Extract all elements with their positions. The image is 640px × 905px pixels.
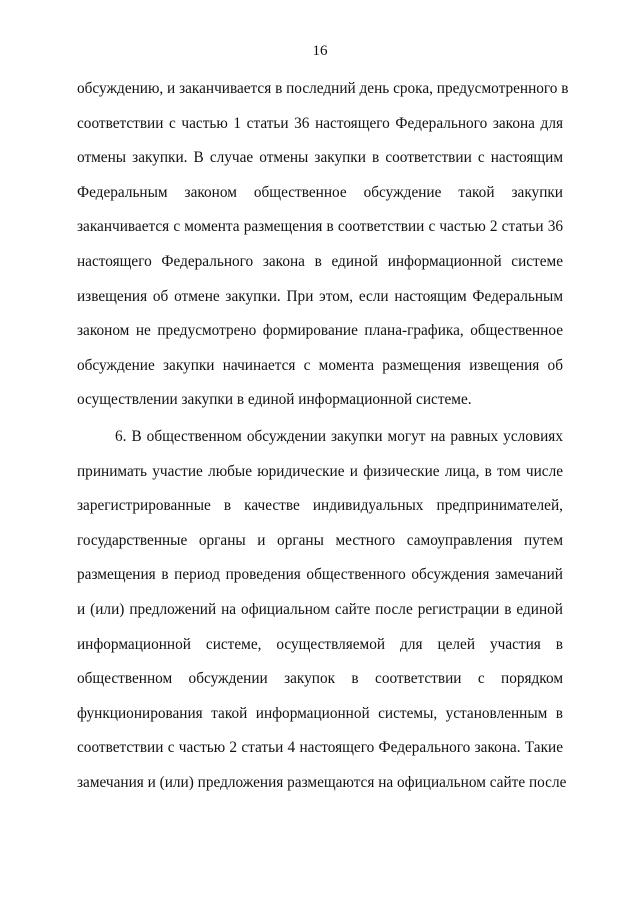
- text-line: обсуждению, и заканчивается в последний день срока, предусмотренного в: [77, 80, 569, 97]
- text-line: принимать участие любые юридические и физические лица, в том числе: [77, 462, 563, 480]
- text-line: функционирования такой информационной системы, установленным в: [77, 704, 563, 722]
- text-line: законом не предусмотрено формирование плана-графика, общественное: [77, 322, 563, 340]
- paragraph-item-6: [77, 428, 567, 809]
- text-line: заканчивается с момента размещения в соответствии с частью 2 статьи 36: [77, 218, 563, 236]
- text-line: размещения в период проведения общественного обсуждения замечаний: [77, 566, 563, 584]
- text-line: Федеральным законом общественное обсуждение такой закупки: [77, 183, 563, 201]
- text-line: общественном обсуждении закупок в соответствии с порядком: [77, 670, 563, 688]
- text-line: обсуждение закупки начинается с момента размещения извещения об: [77, 356, 563, 374]
- text-line: и (или) предложений на официальном сайте после регистрации в единой: [77, 600, 563, 618]
- text-line: настоящего Федерального закона в единой информационной системе: [77, 252, 563, 270]
- text-line: соответствии с частью 1 статьи 36 настоящего Федерального закона для: [77, 114, 563, 132]
- text-line: осуществлении закупки в единой информационной системе.: [77, 391, 472, 409]
- text-line: 6. В общественном обсуждении закупки могут на равных условиях: [115, 428, 563, 445]
- paragraph-continuation: [77, 80, 569, 426]
- text-line: зарегистрированные в качестве индивидуальных предпринимателей,: [77, 497, 563, 515]
- text-line: извещения об отмене закупки. При этом, если настоящим Федеральным: [77, 287, 563, 305]
- page-number: 16: [312, 43, 328, 59]
- text-line: замечания и (или) предложения размещаются на официальном сайте после: [77, 773, 567, 791]
- text-line: информационной системе, осуществляемой для целей участия в: [77, 635, 563, 653]
- text-line: государственные органы и органы местного самоуправления путем: [77, 531, 563, 549]
- text-line: отмены закупки. В случае отмены закупки в соответствии с настоящим: [77, 149, 563, 167]
- text-line: соответствии с частью 2 статьи 4 настоящего Федерального закона. Такие: [77, 739, 563, 757]
